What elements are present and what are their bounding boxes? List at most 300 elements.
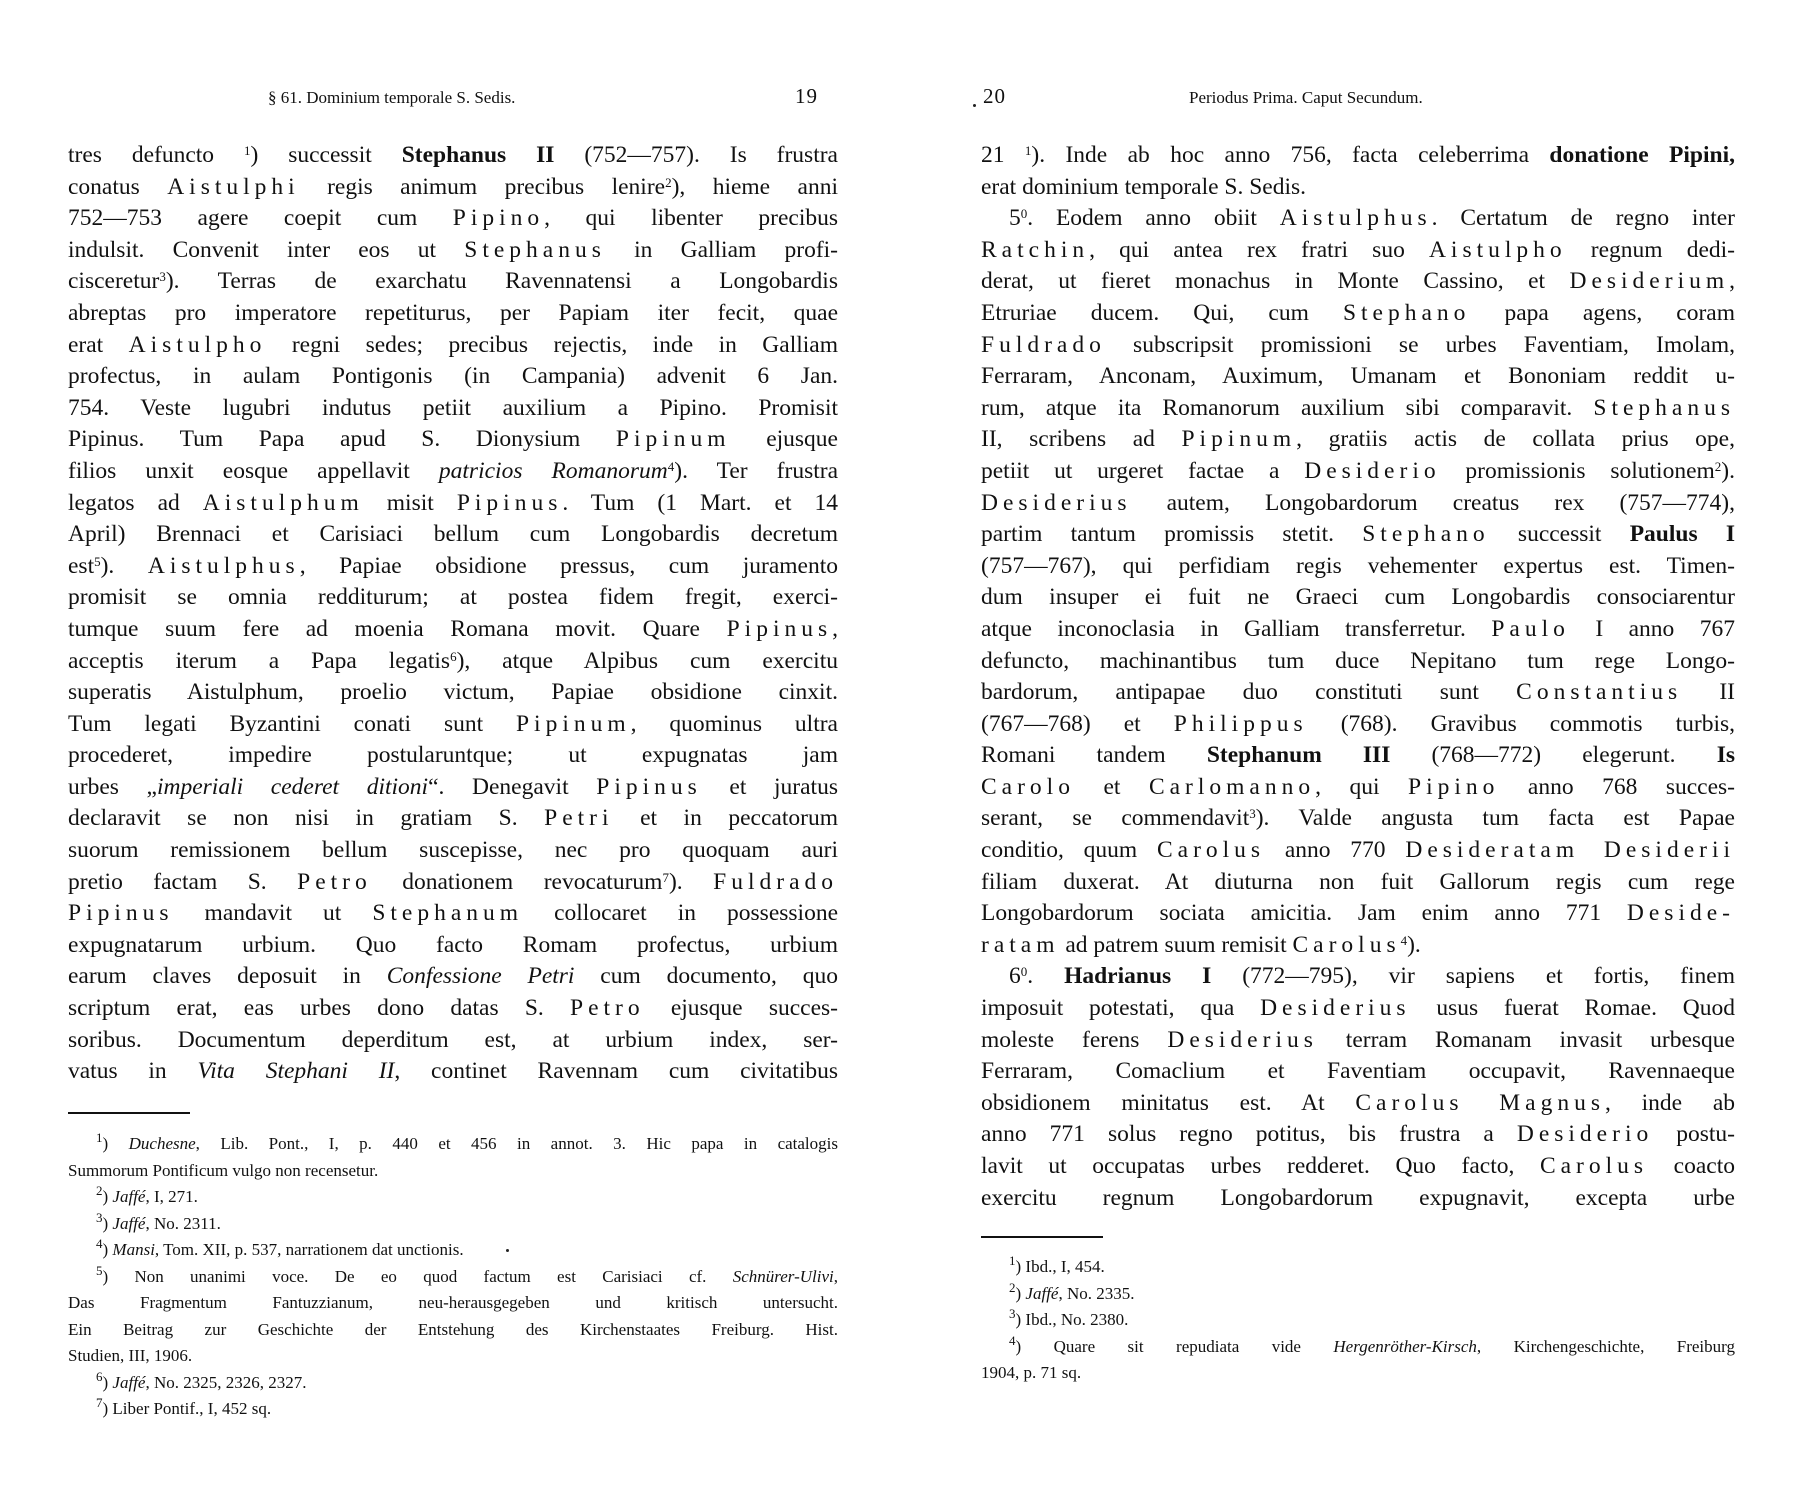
bold-text: donatione Pipini, [1549, 142, 1735, 168]
text-run: promissionis solutionem [1440, 457, 1715, 484]
italic-text: Hergenröther-Kirsch [1333, 1336, 1477, 1356]
text-run: ), hieme anni [671, 173, 838, 200]
footnote-ref: 1 [1009, 1253, 1016, 1268]
text-run: ) [102, 1372, 113, 1392]
text-line [981, 930, 1735, 962]
text-run: Summorum Pontificum vulgo non recensetur. [68, 1160, 379, 1180]
text-run: regnum dedi- [1566, 236, 1735, 263]
spaced-name: Pipinum [1181, 426, 1297, 453]
italic-text: Jaffé [112, 1213, 146, 1233]
spaced-name: Deside- [1626, 900, 1735, 927]
text-run: urbes „ [68, 773, 157, 800]
footnote-line [68, 1370, 838, 1397]
text-line [981, 235, 1735, 267]
text-line [981, 140, 1735, 172]
text-line [68, 330, 838, 362]
spaced-name: Desiderio [1516, 1121, 1654, 1148]
footnote-line [68, 1158, 838, 1185]
footnote-line [68, 1343, 838, 1370]
text-run: ad patrem suum remisit [1059, 931, 1293, 958]
text-line [981, 1056, 1735, 1088]
text-line [68, 519, 838, 551]
text-run: ). [668, 868, 714, 895]
footnote-line [68, 1211, 838, 1238]
spaced-name: Pipino [452, 205, 545, 232]
footnote-rule [981, 1236, 1103, 1238]
text-run: , continet Ravennam cum civitatibus [394, 1058, 838, 1085]
text-run: erat [68, 331, 129, 358]
text-run: scriptum erat, eas urbes dono datas S. [68, 995, 570, 1022]
text-line [68, 393, 838, 425]
text-line [981, 709, 1735, 741]
spaced-name: Desiderius [1167, 1026, 1318, 1053]
text-run: 5 [1009, 205, 1021, 232]
footnote-ref: 1 [1024, 143, 1032, 158]
text-run: Tum legati Byzantini conati sunt [68, 710, 516, 737]
text-run: imposuit potestati, qua [981, 995, 1261, 1022]
text-run: “. Denegavit [428, 773, 597, 800]
text-run: I anno 767 [1569, 615, 1735, 642]
spaced-name: Stephanus [1593, 394, 1735, 421]
bold-text: Is [1716, 742, 1735, 769]
text-run: , Papiae obsidione pressus, cum juramento [299, 552, 839, 579]
text-run: ) [102, 1187, 113, 1206]
bold-text: Hadrianus I [1064, 963, 1212, 990]
text-line [68, 140, 838, 172]
spaced-name: Aistulphum [202, 489, 364, 516]
italic-text: patricios Romanorum [438, 457, 668, 484]
text-run: . [1027, 963, 1065, 990]
text-run: , No. 2311. [145, 1213, 221, 1233]
text-run: , inde ab [1604, 1089, 1736, 1116]
text-run: , Tom. XII, p. 537, narrationem dat unctionis. [154, 1240, 464, 1259]
running-head: Periodus Prima. Caput Secundum. [1189, 88, 1423, 107]
spaced-name: Aistulphus [147, 552, 300, 579]
text-run: subscripsit promissioni se urbes Faventiam, Imolam, [1105, 331, 1735, 358]
text-line [981, 203, 1735, 235]
italic-text: Confessione Petri [386, 963, 575, 990]
footnotes [981, 1254, 1735, 1387]
text-run: ) Liber Pontif., I, 452 sq. [102, 1399, 272, 1418]
text-run: coacto [1648, 1153, 1735, 1179]
spaced-name: Pipinum [615, 426, 731, 453]
footnote-ref: 6 [96, 1368, 103, 1384]
text-run: indulsit. Convenit inter eos ut [68, 236, 465, 263]
footnote-line [68, 1131, 838, 1158]
text-run: anno 770 [1265, 837, 1406, 864]
footnote-ref: 3 [1009, 1306, 1016, 1321]
text-run: obsidionem minitatus est. At [981, 1089, 1356, 1116]
text-run: acceptis iterum a Papa legatis [68, 647, 451, 674]
text-line [981, 1183, 1735, 1215]
spaced-name: Aistulphi [167, 173, 300, 200]
footnotes [68, 1131, 838, 1423]
text-run: ) [1015, 1283, 1026, 1303]
text-line [68, 203, 838, 235]
bold-text: Stephanus II [401, 142, 555, 168]
text-run: partim tantum promissis stetit. [981, 521, 1363, 548]
text-run: ) [102, 1213, 113, 1233]
footnote-ref: 4 [1009, 1332, 1016, 1348]
footnote-ref: 3 [159, 269, 166, 285]
spaced-name: Pipino [1408, 773, 1500, 800]
text-line [981, 172, 1735, 204]
text-run: ). [1407, 931, 1421, 958]
footnote-ref: 4 [96, 1236, 103, 1251]
text-run: Ein Beitrag zur Geschichte der Entstehung des Kirchenstaates Freiburg. Hist. [68, 1319, 838, 1339]
text-run: , quominus ultra [630, 710, 838, 737]
text-line [68, 424, 838, 456]
spaced-name: Carlomanno [1148, 773, 1316, 800]
footnote-line [68, 1317, 838, 1344]
text-run: soribus. Documentum deperditum est, at urbium index, ser- [68, 1026, 838, 1053]
text-run: ) [102, 1240, 113, 1259]
text-run: vatus in [68, 1058, 198, 1085]
spaced-name: Carolus Magnus [1355, 1089, 1605, 1116]
footnote-line [981, 1307, 1735, 1334]
spaced-name: Fuldrado [713, 868, 839, 895]
text-run: Pipinus. Tum Papa apud S. Dionysium [68, 426, 616, 453]
page-number: 20 [983, 84, 1006, 108]
text-run: , I, 271. [145, 1187, 198, 1206]
footnote-ref: 2 [1009, 1279, 1016, 1295]
spaced-name: Desiderius [981, 489, 1132, 516]
text-line [981, 361, 1735, 393]
text-run: Longobardorum sociata amicitia. Jam enim anno 771 [981, 900, 1627, 927]
italic-text: Schnürer-Ulivi [732, 1266, 834, 1286]
text-run: ) successit [250, 142, 402, 168]
text-line [981, 835, 1735, 867]
spaced-name: Petro [297, 868, 372, 895]
footnote-ref: 5 [94, 553, 101, 569]
text-line [981, 898, 1735, 930]
text-run: (757—767), qui perfidiam regis vehementer expertus est. Timen- [981, 552, 1735, 579]
footnote-ref: 6 [450, 648, 457, 664]
text-run: , gratiis actis de collata prius ope, [1296, 426, 1735, 453]
running-head: § 61. Dominium temporale S. Sedis. [268, 88, 516, 107]
text-run: 6 [1009, 963, 1021, 990]
text-run: 752—753 agere coepit cum [68, 205, 453, 232]
spaced-name: Stephanus [464, 236, 606, 263]
text-line [981, 1119, 1735, 1151]
text-run: conditio, quum [981, 837, 1157, 864]
text-run: regis animum precibus lenire [299, 173, 666, 200]
spaced-name: Aistulpho [128, 331, 267, 358]
text-run: regni sedes; precibus rejectis, inde in Galliam [266, 331, 838, 358]
text-run: expugnatarum urbium. Quo facto Romam profectus, urbium [68, 931, 838, 958]
spaced-name: Pipinus [68, 900, 174, 927]
text-line [68, 677, 838, 709]
spaced-name: Carolo [981, 773, 1075, 800]
spaced-name: Petro [570, 995, 645, 1022]
text-run: successit [1489, 521, 1630, 548]
italic-text: Vita Stephani II [197, 1058, 395, 1085]
footnote-ref: 1 [96, 1130, 103, 1145]
text-run: ejusque [730, 426, 838, 453]
text-line [981, 772, 1735, 804]
text-line [981, 993, 1735, 1025]
spaced-name: Desideratam Desiderii [1405, 837, 1736, 864]
spaced-name: Pipinus [456, 489, 563, 516]
body-text [981, 140, 1735, 1214]
spaced-name: Carolus [1156, 837, 1266, 864]
text-run: , No. 2335. [1058, 1283, 1135, 1303]
text-run: , No. 2325, 2326, 2327. [145, 1372, 307, 1392]
text-run: ), atque Alpibus cum exercitu [456, 647, 838, 674]
text-run: ). Ter frustra [674, 457, 839, 484]
text-run: , qui libenter precibus [544, 205, 838, 232]
text-line [981, 298, 1735, 330]
text-run: pretio factam S. [68, 868, 298, 895]
spaced-name: Stephano [1362, 521, 1490, 548]
text-run: donationem revocaturum [371, 868, 663, 895]
footnote-line [68, 1184, 838, 1211]
spaced-name: Aistulphus [1279, 205, 1432, 232]
text-run: , [1729, 268, 1735, 295]
text-run: misit [363, 489, 457, 516]
text-run: defuncto, machinantibus tum duce Nepitano tum rege Longo- [981, 647, 1735, 674]
text-run: (768—772) elegerunt. [1390, 742, 1717, 769]
italic-text: Jaffé [112, 1187, 146, 1206]
spaced-name: Aistulpho [1428, 236, 1567, 263]
right-page [897, 0, 1794, 1500]
text-line [981, 961, 1735, 993]
text-run: exercitu regnum Longobardorum expugnavit, excepta urbe [981, 1184, 1735, 1211]
text-line [68, 803, 838, 835]
text-run: cisceretur [68, 268, 160, 295]
italic-text: imperiali cederet ditioni [156, 773, 429, 800]
text-run: (752—757). Is frustra [554, 142, 838, 168]
footnote-line [981, 1334, 1735, 1361]
text-run: Etruriae ducem. Qui, cum [981, 299, 1343, 326]
spaced-name: Pipinus [596, 773, 702, 800]
text-run: Romani tandem [981, 742, 1207, 769]
text-line [981, 456, 1735, 488]
text-run: Ferraram, Comaclium et Faventiam occupavit, Ravennaeque [981, 1058, 1735, 1085]
text-line [68, 740, 838, 772]
italic-text: Jaffé [112, 1372, 146, 1392]
text-line [68, 235, 838, 267]
text-run: earum claves deposuit in [68, 963, 387, 990]
text-line [68, 1056, 838, 1088]
italic-text: Mansi [112, 1240, 155, 1259]
text-run: lavit ut occupatas urbes redderet. Quo facto, [981, 1153, 1540, 1179]
text-run: II, scribens ad [981, 426, 1182, 453]
text-run: (767—768) et [981, 710, 1174, 737]
spaced-name: Fuldrado [981, 331, 1106, 358]
text-run: dum insuper ei fuit ne Graeci cum Longobardis consociarentur [981, 584, 1735, 611]
text-line [981, 1088, 1735, 1120]
footnote-ref: 0 [1020, 964, 1028, 980]
text-run: papa agens, coram [1470, 299, 1735, 326]
text-line [981, 1151, 1735, 1183]
text-run: rum, atque ita Romanorum auxilium sibi comparavit. [981, 394, 1594, 421]
footnote-line [981, 1281, 1735, 1308]
spaced-name: Stephano [1342, 299, 1471, 326]
spaced-name: Carolus [1539, 1153, 1649, 1179]
text-run: profectus, in aulam Pontigonis (in Campania) advenit 6 Jan. [68, 363, 838, 390]
text-run: (772—795), vir sapiens et fortis, finem [1211, 963, 1735, 990]
text-run: atque inconoclasia in Galliam transferretur. [981, 615, 1492, 642]
text-run: ) Non unanimi voce. De eo quod factum est Carisiaci cf. [102, 1266, 733, 1286]
footnote-ref: 5 [96, 1262, 103, 1278]
text-run: moleste ferens [981, 1026, 1168, 1053]
text-run: , [832, 615, 838, 642]
text-run: anno 768 succes- [1499, 773, 1735, 800]
text-line [68, 867, 838, 899]
text-run: abreptas pro imperatore repetiturus, per Papiam iter fecit, quae [68, 299, 838, 326]
text-run: erat dominium temporale S. Sedis. [981, 173, 1307, 200]
text-run: 21 [981, 142, 1025, 168]
text-run: suorum remissionem bellum suscepisse, nec pro quoquam auri [68, 837, 838, 864]
text-line [981, 867, 1735, 899]
text-line [981, 1025, 1735, 1057]
text-run: filiam duxerat. At diuturna non fuit Gallorum regis cum rege [981, 868, 1735, 895]
text-run: ). [100, 552, 148, 579]
footnote-ref: 2 [96, 1183, 103, 1198]
text-line [68, 993, 838, 1025]
footnote-line [981, 1254, 1735, 1281]
text-run: ). [1721, 457, 1735, 484]
italic-text: Duchesne [128, 1134, 196, 1153]
footnote-rule [68, 1112, 190, 1114]
text-line [68, 456, 838, 488]
text-run: Ferraram, Anconam, Auximum, Umanam et Bononiam reddit u- [981, 363, 1735, 390]
text-line [68, 930, 838, 962]
spaced-name: Constantius [1516, 679, 1683, 706]
text-line [68, 614, 838, 646]
text-run: Das Fragmentum Fantuzzianum, neu-herausgegeben und kritisch untersucht. [68, 1293, 838, 1312]
text-line [68, 488, 838, 520]
text-run: , qui [1315, 773, 1409, 800]
text-line [68, 646, 838, 678]
footnote-line [981, 1360, 1735, 1387]
text-run: ). Inde ab hoc anno 756, facta celeberrima [1031, 142, 1550, 168]
text-run: . Certatum de regno inter [1431, 205, 1735, 232]
text-run: collocaret in possessione [523, 900, 838, 927]
speck-mark [973, 104, 976, 107]
text-run: . Tum (1 Mart. et 14 [562, 489, 839, 516]
spaced-name: Petri [544, 805, 614, 832]
text-line [981, 551, 1735, 583]
text-run: (768). Gravibus commotis turbis, [1307, 710, 1735, 737]
text-run: , Lib. Pont., I, p. 440 et 456 in annot. 3. Hic papa in catalogis [195, 1134, 838, 1153]
text-run: in Galliam profi- [605, 236, 839, 263]
text-line [68, 772, 838, 804]
footnote-ref: 2 [665, 174, 672, 190]
text-line [68, 961, 838, 993]
footnote-ref: 3 [96, 1209, 103, 1225]
spaced-name: Desiderium [1569, 268, 1730, 295]
text-run: cum documento, quo [574, 963, 838, 990]
text-line [981, 582, 1735, 614]
text-line [981, 803, 1735, 835]
text-run: , qui antea rex fratri suo [1089, 236, 1429, 263]
text-line [68, 298, 838, 330]
text-run: ). Valde angusta tum facta est Papae [1255, 805, 1735, 832]
text-run: ). Terras de exarchatu Ravennatensi a Longobardis [165, 268, 838, 295]
text-run: derat, ut fieret monachus in Monte Cassino, et [981, 268, 1570, 295]
spaced-name: Desiderius [1260, 995, 1411, 1022]
footnote-ref: 4 [667, 458, 675, 474]
text-run: et juratus [701, 773, 838, 800]
text-line [981, 424, 1735, 456]
footnote-line [68, 1396, 838, 1423]
text-run: filios unxit eosque appellavit [68, 457, 439, 484]
text-run: ) [102, 1134, 129, 1153]
text-run: declaravit se non nisi in gratiam S. [68, 805, 545, 832]
text-line [68, 551, 838, 583]
spaced-name: ratam [981, 931, 1060, 958]
footnote-line [68, 1237, 838, 1264]
footnote-line [68, 1290, 838, 1317]
text-run: ) Ibd., I, 454. [1015, 1257, 1105, 1276]
text-line [68, 898, 838, 930]
text-run: anno 771 solus regno potitus, bis frustra a [981, 1121, 1517, 1148]
text-run: est [68, 552, 95, 579]
text-run: bardorum, antipapae duo constituti sunt [981, 679, 1517, 706]
text-run: , Kirchengeschichte, Freiburg [1476, 1336, 1736, 1356]
text-run: promisit se omnia redditurum; at postea fidem fregit, exerci- [68, 584, 838, 611]
spaced-name: Stephanum [372, 900, 524, 927]
text-run: . Eodem anno obiit [1027, 205, 1280, 232]
text-line [68, 266, 838, 298]
text-run: tumque suum fere ad moenia Romana movit. Quare [68, 615, 727, 642]
text-line [981, 266, 1735, 298]
footnote-ref: 2 [1714, 458, 1722, 474]
text-run: terram Romanam invasit urbesque [1317, 1026, 1735, 1053]
spaced-name: Philippus [1173, 710, 1308, 737]
spaced-name: Ratchin [981, 236, 1090, 263]
text-run: , [833, 1266, 838, 1286]
text-run: serant, se commendavit [981, 805, 1250, 832]
footnote-ref: 4 [1400, 932, 1408, 948]
text-line [68, 361, 838, 393]
text-run: conatus [68, 173, 168, 200]
footnote-ref: 3 [1249, 806, 1256, 822]
text-run: usus fuerat Romae. Quod [1410, 995, 1735, 1022]
text-line [981, 519, 1735, 551]
text-run: 754. Veste lugubri indutus petiit auxilium a Pipino. Promisit [68, 394, 838, 421]
text-line [981, 740, 1735, 772]
text-run: et [1074, 773, 1149, 800]
text-run: II [1682, 679, 1735, 706]
text-line [981, 646, 1735, 678]
text-line [981, 393, 1735, 425]
text-run: Studien, III, 1906. [68, 1346, 193, 1365]
italic-text: Jaffé [1025, 1283, 1059, 1303]
footnote-ref: 1 [243, 143, 251, 158]
bold-text: Stephanum III [1206, 742, 1391, 769]
text-line [68, 709, 838, 741]
spaced-name: Paulo [1491, 615, 1570, 642]
text-run: ) Quare sit repudiata vide [1015, 1336, 1334, 1356]
text-line [981, 488, 1735, 520]
text-run: ejusque succes- [644, 995, 838, 1022]
text-line [68, 835, 838, 867]
text-line [68, 172, 838, 204]
text-line [981, 614, 1735, 646]
text-run: et in peccatorum [613, 805, 838, 832]
text-run: autem, Longobardorum creatus rex (757—774), [1131, 489, 1735, 516]
footnote-ref: 7 [662, 869, 669, 885]
text-line [981, 330, 1735, 362]
spaced-name: Pipinum [515, 710, 631, 737]
text-run: petiit ut urgeret factae a [981, 457, 1305, 484]
text-line [68, 1025, 838, 1057]
footnote-ref: 0 [1020, 206, 1028, 222]
spaced-name: Desiderio [1304, 457, 1441, 484]
